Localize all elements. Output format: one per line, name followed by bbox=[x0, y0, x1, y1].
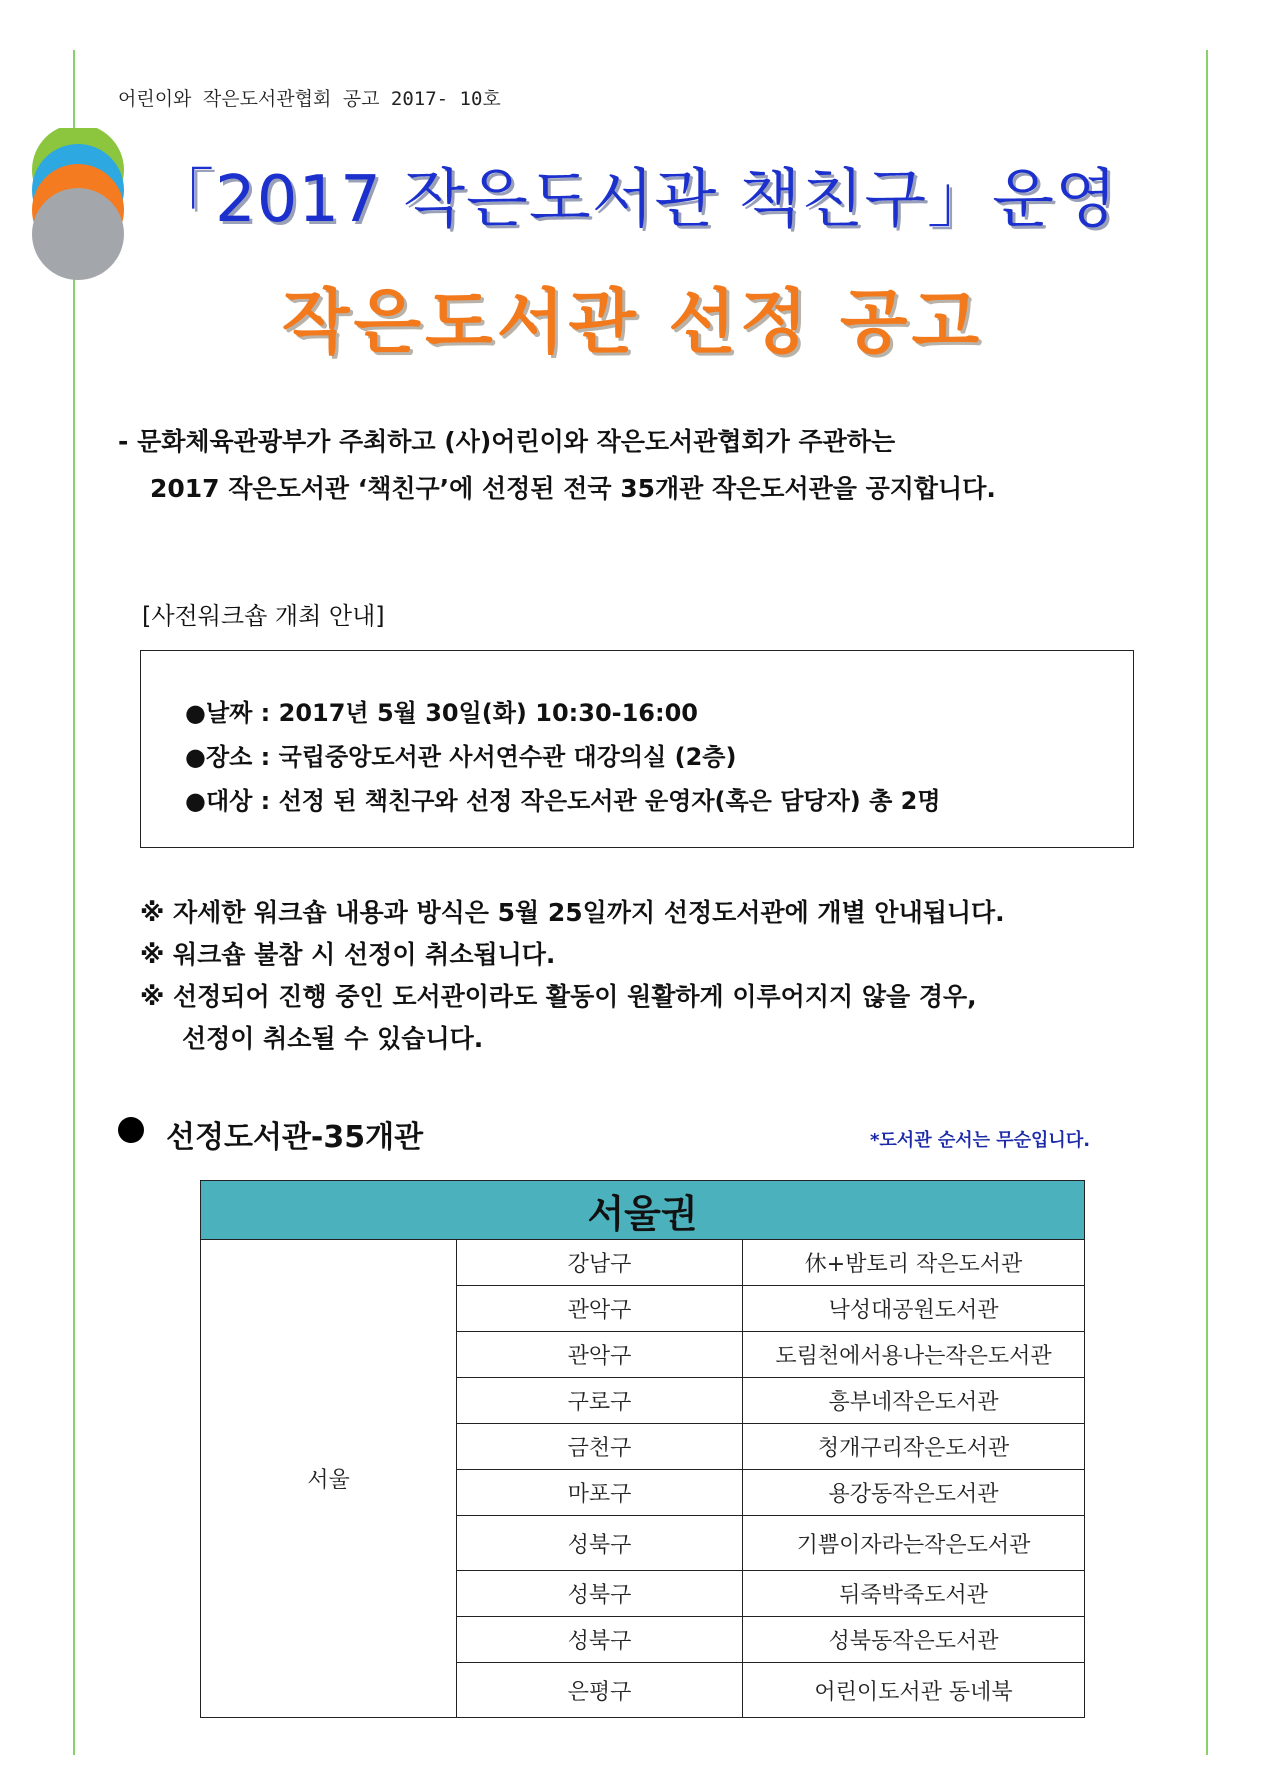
order-note: *도서관 순서는 무순입니다. bbox=[870, 1130, 1091, 1151]
note-line: 선정이 취소될 수 있습니다. bbox=[182, 1024, 484, 1053]
library-name-cell: 청개구리작은도서관 bbox=[743, 1424, 1085, 1470]
note-line: ※ 선정되어 진행 중인 도서관이라도 활동이 원활하게 이루어지지 않을 경우, bbox=[140, 982, 977, 1011]
note-line: ※ 자세한 워크숍 내용과 방식은 5월 25일까지 선정도서관에 개별 안내됩니다. bbox=[140, 898, 1005, 927]
district-cell: 관악구 bbox=[457, 1332, 743, 1378]
library-name-cell: 낙성대공원도서관 bbox=[743, 1286, 1085, 1332]
section-title: 선정도서관-35개관 bbox=[166, 1120, 424, 1155]
library-name-cell: 용강동작은도서관 bbox=[743, 1470, 1085, 1516]
note-line: ※ 워크숍 불참 시 선정이 취소됩니다. bbox=[140, 940, 556, 969]
district-cell: 금천구 bbox=[457, 1424, 743, 1470]
page-subtitle: 작은도서관 선정 공고 bbox=[281, 281, 984, 363]
district-cell: 성북구 bbox=[457, 1617, 743, 1663]
district-cell: 성북구 bbox=[457, 1571, 743, 1617]
workshop-target: ●대상 : 선정 된 책친구와 선정 작은도서관 운영자(혹은 담당자) 총 2명 bbox=[185, 787, 941, 815]
intro-line: 2017 작은도서관 ‘책친구’에 선정된 전국 35개관 작은도서관을 공지합니다. bbox=[150, 474, 996, 503]
library-name-cell: 休+밤토리 작은도서관 bbox=[743, 1240, 1085, 1286]
library-name-cell: 성북동작은도서관 bbox=[743, 1617, 1085, 1663]
library-name-cell: 흥부네작은도서관 bbox=[743, 1378, 1085, 1424]
library-name-cell: 도림천에서용나는작은도서관 bbox=[743, 1332, 1085, 1378]
district-cell: 강남구 bbox=[457, 1240, 743, 1286]
region-header: 서울권 bbox=[201, 1181, 1085, 1240]
workshop-heading: [사전워크숍 개최 안내] bbox=[142, 602, 385, 630]
announcement-number: 어린이와 작은도서관협회 공고 2017- 10호 bbox=[118, 88, 501, 110]
workshop-place: ●장소 : 국립중앙도서관 사서연수관 대강의실 (2층) bbox=[185, 743, 737, 771]
library-name-cell: 어린이도서관 동네북 bbox=[743, 1663, 1085, 1718]
intro-line: - 문화체육관광부가 주최하고 (사)어린이와 작은도서관협회가 주관하는 bbox=[118, 427, 896, 456]
district-cell: 은평구 bbox=[457, 1663, 743, 1718]
library-name-cell: 기쁨이자라는작은도서관 bbox=[743, 1516, 1085, 1571]
district-cell: 성북구 bbox=[457, 1516, 743, 1571]
district-cell: 관악구 bbox=[457, 1286, 743, 1332]
library-table bbox=[200, 1180, 1085, 1718]
library-name-cell: 뒤죽박죽도서관 bbox=[743, 1571, 1085, 1617]
page-title: 「2017 작은도서관 책친구」운영 bbox=[150, 163, 1118, 237]
workshop-info-box bbox=[140, 650, 1134, 848]
intro-paragraph bbox=[118, 418, 996, 512]
section-bullet-icon bbox=[118, 1117, 144, 1143]
table-row bbox=[201, 1240, 1085, 1286]
notes-block bbox=[140, 892, 1005, 1060]
city-cell: 서울 bbox=[201, 1240, 457, 1718]
workshop-date: ●날짜 : 2017년 5월 30일(화) 10:30-16:00 bbox=[185, 699, 699, 727]
district-cell: 마포구 bbox=[457, 1470, 743, 1516]
district-cell: 구로구 bbox=[457, 1378, 743, 1424]
